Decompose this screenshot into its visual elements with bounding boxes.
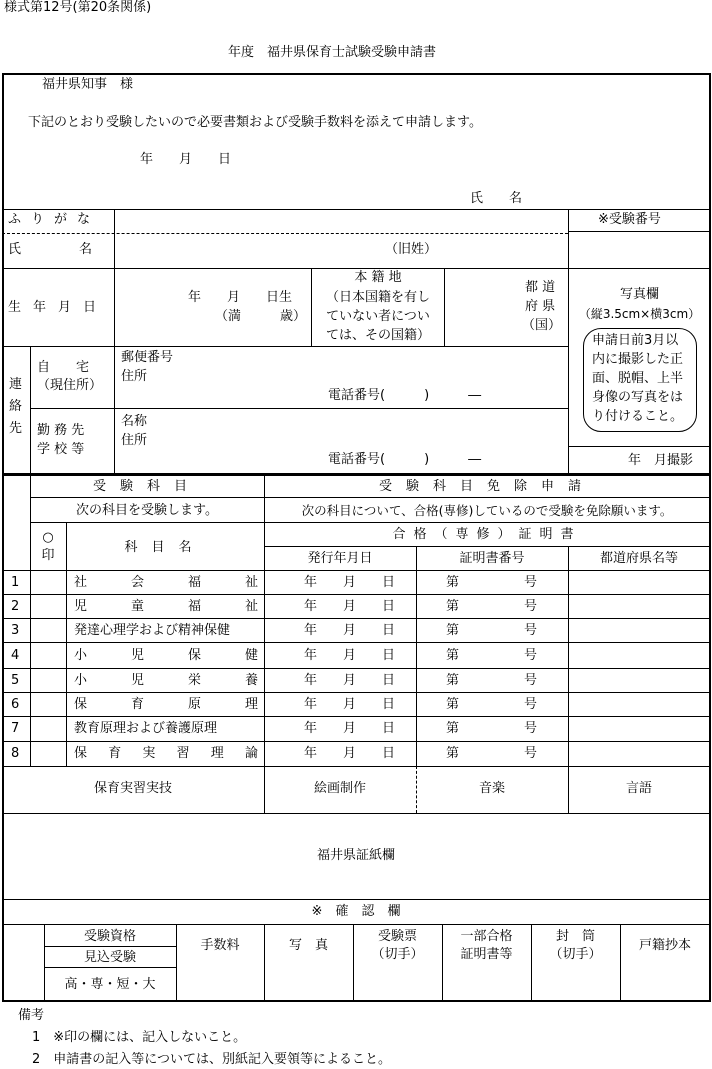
addressee: 福井県知事 様 (42, 77, 134, 92)
name-label: 氏名 (8, 242, 151, 257)
photo-note-4: 身像の写真をは (592, 390, 684, 405)
row-number: 7 (11, 721, 20, 736)
subject-name: 教育原理および養護原理 (74, 721, 218, 736)
issue-date-column-header: 発行年月日 (307, 551, 373, 566)
work-phone-label[interactable]: 電話番号( ) ― (328, 452, 482, 467)
prefecture-label-1: 都 道 (525, 280, 556, 295)
birth-label: 生年月日 (8, 300, 109, 315)
confirm-header: ※ 確 認 欄 (311, 904, 401, 919)
subject-name: 保 育 原 理 (74, 697, 258, 712)
name-field[interactable] (116, 235, 566, 267)
home-label-2: （現住所） (37, 378, 103, 393)
row-number: 3 (11, 623, 20, 638)
practical-label: 保育実習実技 (93, 781, 172, 796)
birth-date-field[interactable]: 年 月 日生 (188, 290, 293, 305)
partial-pass-label-1: 一部合格 (460, 929, 513, 944)
cert-number-cell[interactable]: 第 号 (446, 599, 538, 614)
photo-check-label: 写 真 (288, 938, 328, 953)
remark-2: 2 申請書の記入等については、別紙記入要領等によること。 (32, 1052, 392, 1067)
mark-cell[interactable] (32, 572, 64, 592)
furigana-field[interactable] (116, 211, 566, 231)
mark-column-header-1: ○ (42, 530, 54, 545)
partial-pass-label-2: 証明書等 (460, 947, 513, 962)
cert-number-column-header: 証明書番号 (459, 551, 525, 566)
qualification-label: 受験資格 (83, 929, 136, 944)
cert-number-cell[interactable]: 第 号 (446, 673, 538, 688)
exam-number-field (570, 233, 708, 266)
practical-option-drawing[interactable]: 絵画制作 (313, 781, 366, 796)
home-postal-label: 郵便番号 (121, 350, 174, 365)
contact-label: 連絡先 (9, 377, 23, 436)
honseki-label-4: ては、その国籍） (325, 328, 430, 343)
row-number: 6 (11, 697, 20, 712)
issue-date-cell[interactable]: 年 月 日 (304, 746, 396, 761)
prefecture-label-3: （国） (522, 318, 562, 333)
cert-number-cell[interactable]: 第 号 (446, 575, 538, 590)
subject-name: 発達心理学および精神保健 (74, 623, 231, 638)
date-line[interactable]: 年 月 日 (140, 152, 232, 167)
home-address-label: 住所 (121, 369, 148, 384)
issue-date-cell[interactable]: 年 月 日 (304, 721, 396, 736)
form-id: 様式第12号(第20条関係) (4, 0, 152, 15)
honseki-label-2: （日本国籍を有し (325, 290, 430, 305)
work-address-label: 住所 (121, 433, 148, 448)
subject-name: 社 会 福 祉 (74, 575, 258, 590)
prospective-label: 見込受験 (83, 950, 136, 965)
subject-column-header: 科目名 (124, 540, 206, 555)
row-number: 1 (11, 575, 20, 590)
issue-date-cell[interactable]: 年 月 日 (304, 599, 396, 614)
work-label-2: 学 校 等 (37, 442, 85, 457)
row-number: 5 (11, 673, 20, 688)
honseki-label-3: ていない者につい (326, 309, 430, 324)
row-number: 4 (11, 648, 20, 663)
fee-label: 手数料 (200, 938, 240, 953)
certificate-header: 合格（専修）証明書 (392, 527, 582, 542)
prefecture-column-header: 都道府県名等 (599, 551, 678, 566)
practical-option-language[interactable]: 言語 (625, 781, 652, 796)
former-name: （旧姓） (385, 242, 438, 257)
work-name-label: 名称 (121, 414, 148, 429)
cert-number-cell[interactable]: 第 号 (446, 648, 538, 663)
page-title: 年度 福井県保育士試験受験申請書 (228, 45, 437, 60)
cert-number-cell[interactable]: 第 号 (446, 697, 538, 712)
row-number: 2 (11, 599, 20, 614)
envelope-label-2: （切手） (549, 947, 602, 962)
issue-date-cell[interactable]: 年 月 日 (304, 673, 396, 688)
cert-number-cell[interactable]: 第 号 (446, 746, 538, 761)
exemption-header: 受験科目免除申請 (378, 479, 595, 494)
exemption-subheader: 次の科目について、合格(専修)しているので受験を免除願います。 (301, 503, 673, 518)
photo-note-2: 内に撮影した正 (592, 352, 684, 367)
issue-date-cell[interactable]: 年 月 日 (304, 575, 396, 590)
subject-name: 児 童 福 祉 (74, 599, 258, 614)
subject-name: 保 育 実 習 理 論 (74, 746, 258, 761)
row-number: 8 (11, 746, 20, 761)
levels-label: 高・専・短・大 (64, 977, 156, 992)
work-label-1: 勤 務 先 (37, 423, 85, 438)
subject-name: 小 児 保 健 (74, 648, 258, 663)
ticket-label-2: （切手） (371, 947, 424, 962)
ticket-label-1: 受験票 (377, 929, 417, 944)
issue-date-cell[interactable]: 年 月 日 (304, 648, 396, 663)
photo-taken-date[interactable]: 年 月撮影 (628, 453, 694, 468)
subject-name: 小 児 栄 養 (74, 673, 258, 688)
stamp-area-label: 福井県証紙欄 (316, 848, 395, 863)
envelope-label-1: 封 筒 (555, 929, 595, 944)
intro-text: 下記のとおり受験したいので必要書類および受験手数料を添えて申請します。 (28, 115, 482, 130)
cert-number-cell[interactable]: 第 号 (446, 623, 538, 638)
practical-option-music[interactable]: 音楽 (478, 781, 505, 796)
photo-note-3: 面、脱帽、上半 (592, 371, 684, 386)
subjects-header: 受験科目 (92, 479, 201, 494)
applicant-name-label: 氏 名 (470, 191, 523, 206)
prefecture-label-2: 府 県 (525, 299, 556, 314)
age-field[interactable]: （満 歳） (215, 309, 307, 324)
home-label-1: 自 宅 (37, 360, 90, 375)
home-phone-label[interactable]: 電話番号( ) ― (328, 388, 482, 403)
subjects-subheader: 次の科目を受験します。 (76, 503, 218, 518)
koseki-label: 戸籍抄本 (638, 938, 691, 953)
issue-date-cell[interactable]: 年 月 日 (304, 623, 396, 638)
furigana-label: ふりがな (8, 212, 101, 227)
honseki-label-1: 本 籍 地 (354, 270, 402, 285)
cert-number-cell[interactable]: 第 号 (446, 721, 538, 736)
photo-title: 写真欄 (619, 287, 659, 302)
mark-column-header-2: 印 (41, 548, 55, 563)
remarks-title: 備考 (18, 1008, 45, 1023)
photo-note-1: 申請日前3月以 (592, 333, 679, 348)
photo-size: （縦3.5cm×横3cm） (578, 307, 701, 321)
remark-1: 1 ※印の欄には、記入しないこと。 (32, 1030, 247, 1045)
photo-note-5: り付けること。 (592, 409, 684, 424)
exam-number-label: ※受験番号 (598, 212, 661, 227)
issue-date-cell[interactable]: 年 月 日 (304, 697, 396, 712)
